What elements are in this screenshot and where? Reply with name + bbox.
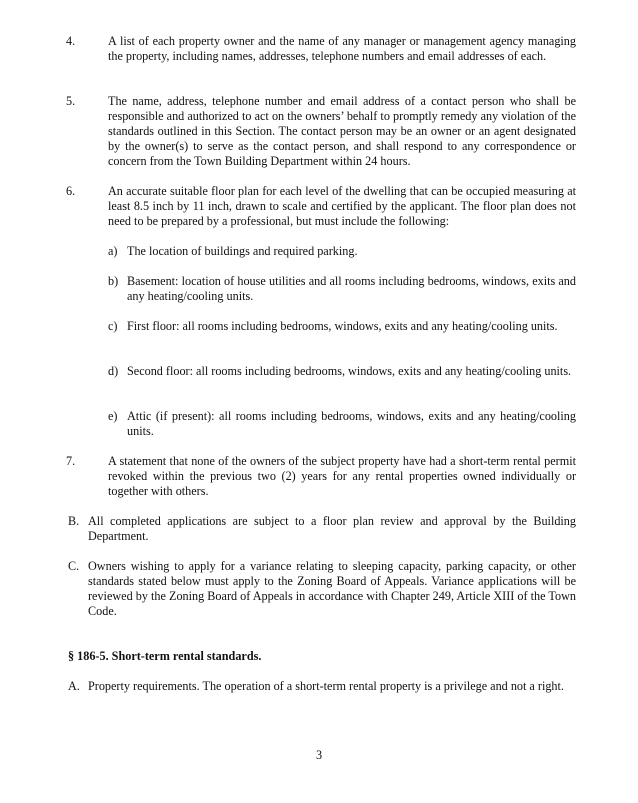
section-label: A.	[68, 679, 80, 693]
page-number: 3	[315, 748, 323, 762]
section-text: Property requirements. The operation of a short-term rental property is a privilege and not a right.	[88, 679, 564, 693]
section-text: Owners wishing to apply for a variance relating to sleeping capacity, parking capacity, or other standards stated below must apply to the Zoning Board of Appeals. Variance applications will be reviewed by the Zoning Board of Appeals in accordance with Chapter 249, Article XIII of the Town Code.	[88, 559, 576, 618]
item-text: The name, address, telephone number and email address of a contact person who shall be responsible and authorized to act on the owners’ behalf to promptly remedy any violation of the standards outlined in this Section. The contact person may be an owner or an agent designated by the owner(s) to serve as the contact person, and shall respond to any correspondence or concern from the Town Building Department within 24 hours.	[108, 94, 576, 168]
sub-item-label: b)	[108, 274, 119, 288]
section-heading: § 186-5. Short-term rental standards.	[68, 649, 262, 663]
list-item-6	[66, 184, 576, 229]
item-text: An accurate suitable floor plan for each level of the dwelling that can be occupied measuring at least 8.5 inch by 11 inch, drawn to scale and certified by the applicant. The floor plan does not need to be prepared by a professional, but must include the following:	[108, 184, 576, 228]
section-b	[68, 514, 576, 544]
sub-item-d	[108, 364, 576, 379]
section-label: C.	[68, 559, 80, 573]
item-text: A statement that none of the owners of the subject property have had a short-term rental permit revoked within the previous two (2) years for any rental properties owned individually or together with others.	[108, 454, 576, 498]
item-number: 6.	[66, 184, 76, 198]
sub-item-text: Basement: location of house utilities and all rooms including bedrooms, windows, exits and any heating/cooling units.	[127, 274, 576, 303]
sub-item-c	[108, 319, 576, 334]
sub-item-b	[108, 274, 576, 304]
section-c	[68, 559, 576, 619]
sub-item-text: Attic (if present): all rooms including bedrooms, windows, exits and any heating/cooling units.	[127, 409, 576, 438]
sub-item-text: Second floor: all rooms including bedrooms, windows, exits and any heating/cooling units.	[127, 364, 572, 378]
sub-item-label: d)	[108, 364, 119, 378]
sub-item-label: c)	[108, 319, 118, 333]
sub-item-label: a)	[108, 244, 118, 258]
item-number: 7.	[66, 454, 76, 468]
sub-item-a	[108, 244, 576, 259]
item-number: 4.	[66, 34, 76, 48]
item-text: A list of each property owner and the name of any manager or management agency managing the property, including names, addresses, telephone numbers and email addresses of each.	[108, 34, 576, 63]
sub-item-label: e)	[108, 409, 118, 423]
sub-item-text: First floor: all rooms including bedrooms, windows, exits and any heating/cooling units.	[127, 319, 558, 333]
list-item-5	[66, 94, 576, 169]
sub-item-text: The location of buildings and required parking.	[127, 244, 358, 258]
list-item-7	[66, 454, 576, 499]
item-number: 5.	[66, 94, 76, 108]
list-item-4	[66, 34, 576, 64]
section-text: All completed applications are subject to a floor plan review and approval by the Building Department.	[88, 514, 576, 543]
sub-item-e	[108, 409, 576, 439]
section-a	[68, 679, 576, 694]
section-label: B.	[68, 514, 80, 528]
